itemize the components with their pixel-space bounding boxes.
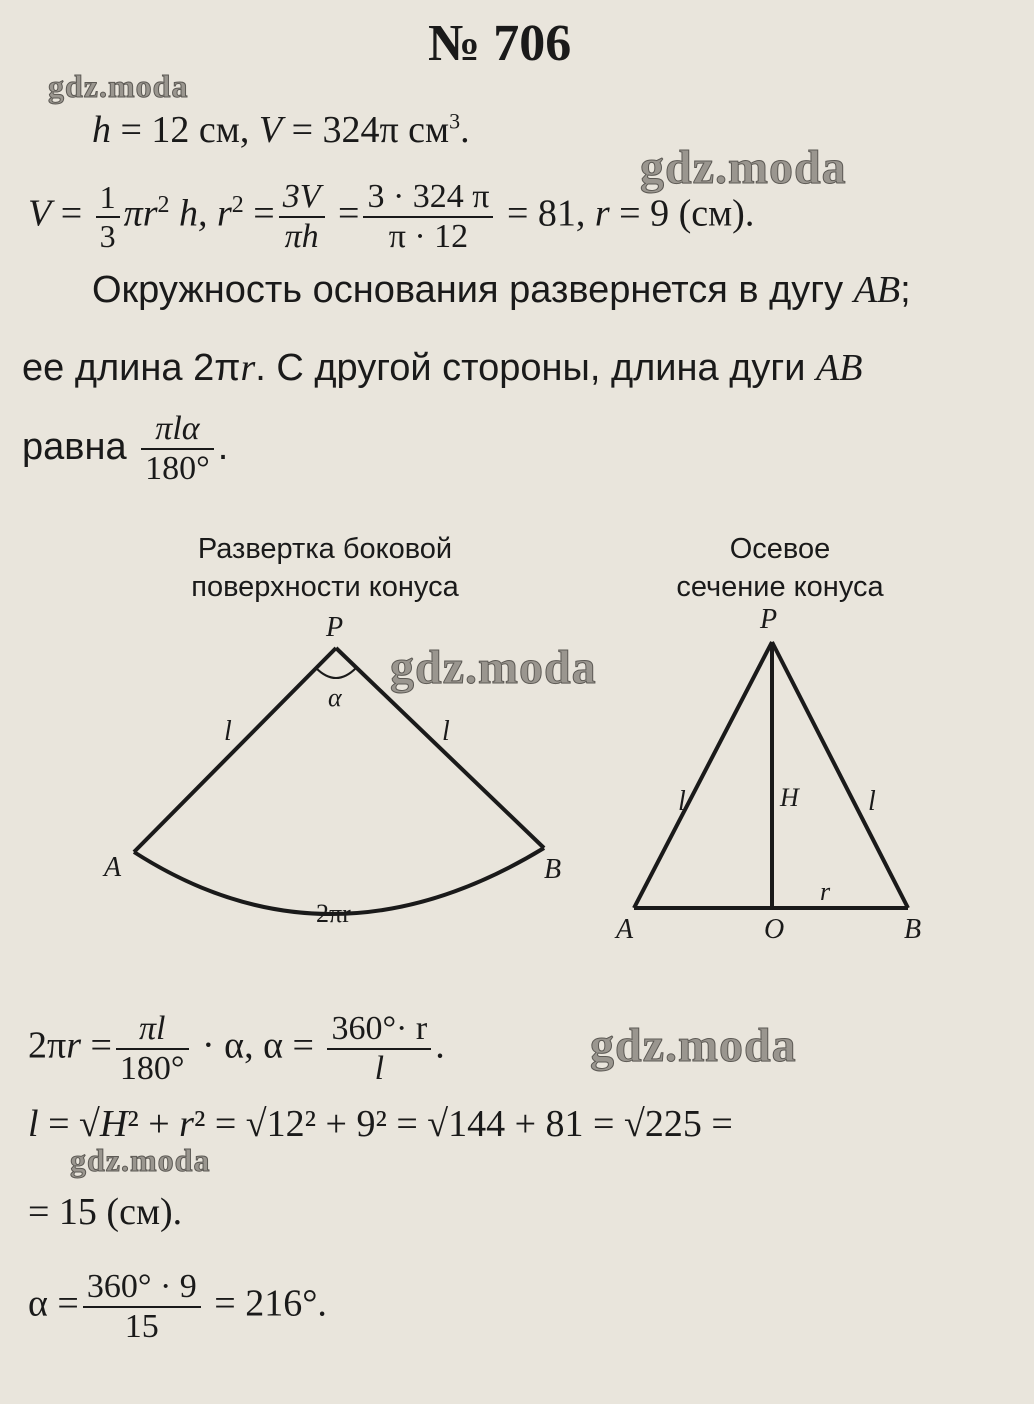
watermark: gdz.moda	[70, 1142, 211, 1178]
slant-height-result: = 15 (см).	[28, 1191, 183, 1233]
paragraph-line-1: Окружность основания развернется в дугу AB;	[92, 269, 911, 311]
label-p: P	[326, 612, 344, 643]
label-p: P	[760, 604, 778, 635]
radius-line-left	[134, 648, 336, 852]
label-alpha: α	[328, 683, 342, 712]
slant-height-formula: l = √H² + r² = √12² + 9² = √144 + 81 = √225 =	[28, 1103, 733, 1145]
label-r: r	[820, 877, 831, 906]
angle-arc	[316, 668, 356, 678]
label-b: B	[544, 854, 562, 885]
cone-development-diagram	[0, 600, 600, 960]
left-diagram-caption: Развертка боковой поверхности конуса	[191, 533, 459, 603]
label-l-left: l	[224, 716, 232, 747]
label-l-right: l	[868, 786, 876, 817]
volume-formula: V = $\frac{1}{3}$ $\pi r^2$ h, $r^2$ = $\frac{3V}{\pi h}$ = $\frac{3 \cdot 324 \pi}{\pi \cdot 12}$ = 81, r = 9 (см).	[28, 178, 755, 255]
label-h: H	[780, 783, 799, 812]
paragraph-line-2: ее длина 2πr. С другой стороны, длина дуги AB	[22, 347, 863, 389]
axial-section-diagram	[600, 600, 1020, 960]
label-arc-length: 2πr	[316, 899, 351, 928]
label-a: A	[104, 852, 122, 883]
angle-formula: α = $\frac{360^\circ \cdot 9}{15}$ = 216°.	[28, 1268, 327, 1345]
watermark: gdz.moda	[48, 68, 189, 104]
given-line: h = 12 см, V = 324π $см^3$.	[92, 108, 470, 151]
label-b: B	[904, 914, 922, 945]
paragraph-line-3: равна $\frac{\text{πlα}}{180^\circ}$ .	[22, 410, 229, 487]
side-pa	[634, 642, 772, 908]
arc-length-formula: 2πr = $\frac{\pi l}{180^\circ}$ · α, α = $\frac{360^\circ\cdot r}{l}$ .	[28, 1010, 445, 1087]
watermark: gdz.moda	[640, 141, 847, 194]
side-pb	[772, 642, 908, 908]
label-a: A	[616, 914, 634, 945]
problem-title: № 706	[428, 15, 572, 72]
right-diagram-caption: Осевое сечение конуса	[676, 533, 884, 603]
label-o: O	[764, 914, 785, 945]
watermark: gdz.moda	[390, 641, 597, 694]
radius-line-right	[336, 648, 544, 848]
label-l-right: l	[442, 716, 450, 747]
watermark: gdz.moda	[590, 1019, 797, 1072]
label-l-left: l	[678, 786, 686, 817]
